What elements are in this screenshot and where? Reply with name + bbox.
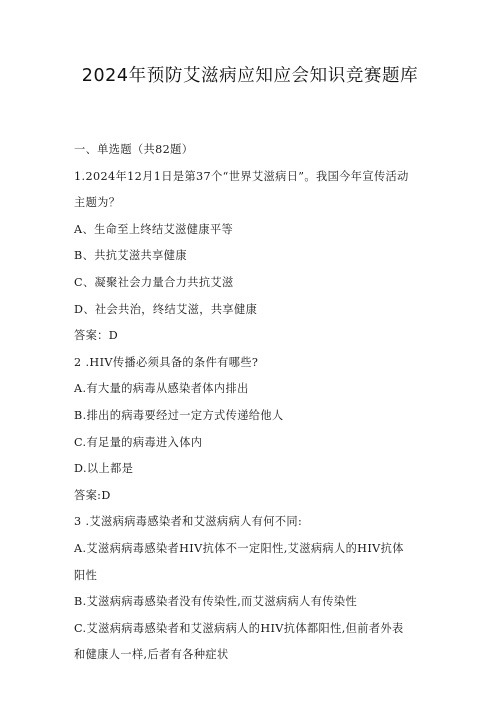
question-3-option-c-continued: 和健康人一样,后者有各种症状	[74, 648, 229, 662]
question-1-option-c: C、凝聚社会力量合力共抗艾滋	[74, 275, 234, 289]
question-2-stem: 2 .HIV传播必须具备的条件有哪些?	[74, 355, 259, 369]
question-2-option-c: C.有足量的病毒进入体内	[74, 435, 203, 449]
question-3-stem: 3 .艾滋病病毒感染者和艾滋病病人有何不同:	[74, 515, 303, 529]
question-3-option-c: C.艾滋病病毒感染者和艾滋病病人的HIV抗体都阳性,但前者外表	[74, 621, 404, 635]
question-1-option-b: B、共抗艾滋共享健康	[74, 249, 187, 263]
question-1-answer: 答案：D	[74, 329, 119, 343]
document-title: 2024年预防艾滋病应知应会知识竞赛题库	[81, 66, 419, 86]
question-1-option-a: A、生命至上终结艾滋健康平等	[74, 222, 234, 236]
question-3-option-b: B.艾滋病病毒感染者没有传染性,而艾滋病病人有传染性	[74, 595, 358, 609]
section-heading: 一、单选题（共82题）	[74, 143, 194, 156]
question-2-option-d: D.以上都是	[74, 462, 134, 476]
question-1-stem-continued: 主题为？	[74, 196, 121, 210]
question-1-option-d: D、社会共治，终结艾滋，共享健康	[74, 302, 258, 316]
question-2-option-a: A.有大量的病毒从感染者体内排出	[74, 382, 249, 396]
question-1-stem: 1.2024年12月1日是第37个“世界艾滋病日”。我国今年宣传活动	[74, 169, 409, 183]
question-3-option-a-continued: 阳性	[74, 568, 98, 582]
question-2-answer: 答案:D	[74, 488, 111, 502]
document-body	[74, 137, 446, 669]
question-3-option-a: A.艾滋病病毒感染者HIV抗体不一定阳性,艾滋病病人的HIV抗体	[74, 541, 404, 555]
question-2-option-b: B.排出的病毒要经过一定方式传递给他人	[74, 408, 284, 422]
